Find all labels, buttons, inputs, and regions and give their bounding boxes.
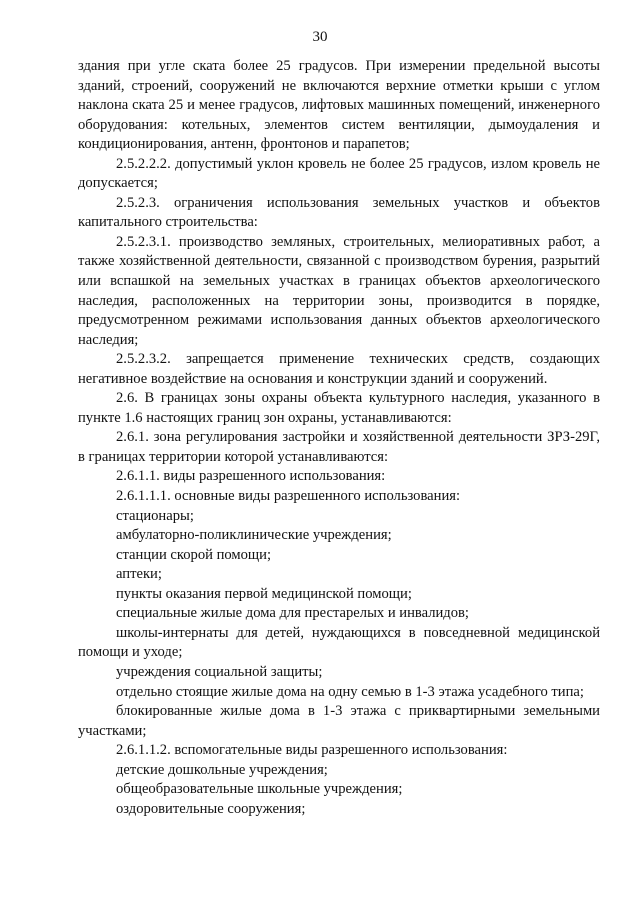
paragraph: школы-интернаты для детей, нуждающихся в повседневной медицинской помощи и уходе;	[78, 624, 600, 661]
list-item: общеобразовательные школьные учреждения;	[116, 781, 403, 798]
page-number: 30	[312, 29, 328, 45]
paragraph: блокированные жилые дома в 1-3 этажа с приквартирными земельными участками;	[78, 703, 600, 739]
list-item: аптеки;	[116, 566, 162, 583]
paragraph: 2.6.1. зона регулирования застройки и хозяйственной деятельности ЗРЗ-29Г, в границах территории которой устанавливаются:	[78, 429, 600, 465]
paragraph: 2.5.2.2.2. допустимый уклон кровель не более 25 градусов, излом кровель не допускается;	[78, 155, 600, 192]
list-item: специальные жилые дома для престарелых и инвалидов;	[116, 605, 469, 622]
list-item: амбулаторно-поликлинические учреждения;	[116, 527, 392, 544]
list-item: 2.6.1.1. виды разрешенного использования:	[116, 468, 386, 485]
list-item: детские дошкольные учреждения;	[116, 761, 328, 778]
list-item: станции скорой помощи;	[116, 546, 272, 563]
list-item: учреждения социальной защиты;	[116, 663, 323, 680]
list-item: 2.6.1.1.2. вспомогательные виды разрешенного использования:	[116, 742, 508, 759]
list-item: 2.6.1.1.1. основные виды разрешенного использования:	[116, 488, 461, 505]
document-body	[78, 57, 600, 819]
paragraph: 2.6. В границах зоны охраны объекта культурного наследия, указанного в пункте 1.6 настоящих границ зон охраны, устанавливаются:	[78, 390, 600, 426]
list-item: оздоровительные сооружения;	[116, 800, 306, 817]
paragraph: 2.5.2.3.2. запрещается применение технических средств, создающих негативное воздействие на основания и конструкции зданий и сооружений.	[78, 351, 600, 387]
paragraph: здания при угле ската более 25 градусов. При измерении предельной высоты зданий, строений, сооружений не включаются верхние отметки крыши с углом наклона ската 25 и менее градусов, лифтовых машинных помещений, инженерного оборудования: котельных, элементов систем вентиляции, дымоудаления и кондиционирования, антенн, фронтонов и парапетов;	[78, 58, 600, 153]
list-item: пункты оказания первой медицинской помощи;	[116, 585, 412, 602]
paragraph: отдельно стоящие жилые дома на одну семью в 1-3 этажа усадебного типа;	[116, 683, 584, 700]
paragraph: 2.5.2.3.1. производство земляных, строительных, мелиоративных работ, а также хозяйственной деятельности, связанной с производством бурения, разрытий или вспашкой на земельных участках в границах объектов археологического наследия, расположенных на территории зоны, производится в порядке, предусмотренном режимами использования данных объектов археологического наследия;	[78, 233, 600, 348]
list-item: стационары;	[116, 507, 194, 524]
paragraph: 2.5.2.3. ограничения использования земельных участков и объектов капитального строительства:	[78, 194, 600, 231]
